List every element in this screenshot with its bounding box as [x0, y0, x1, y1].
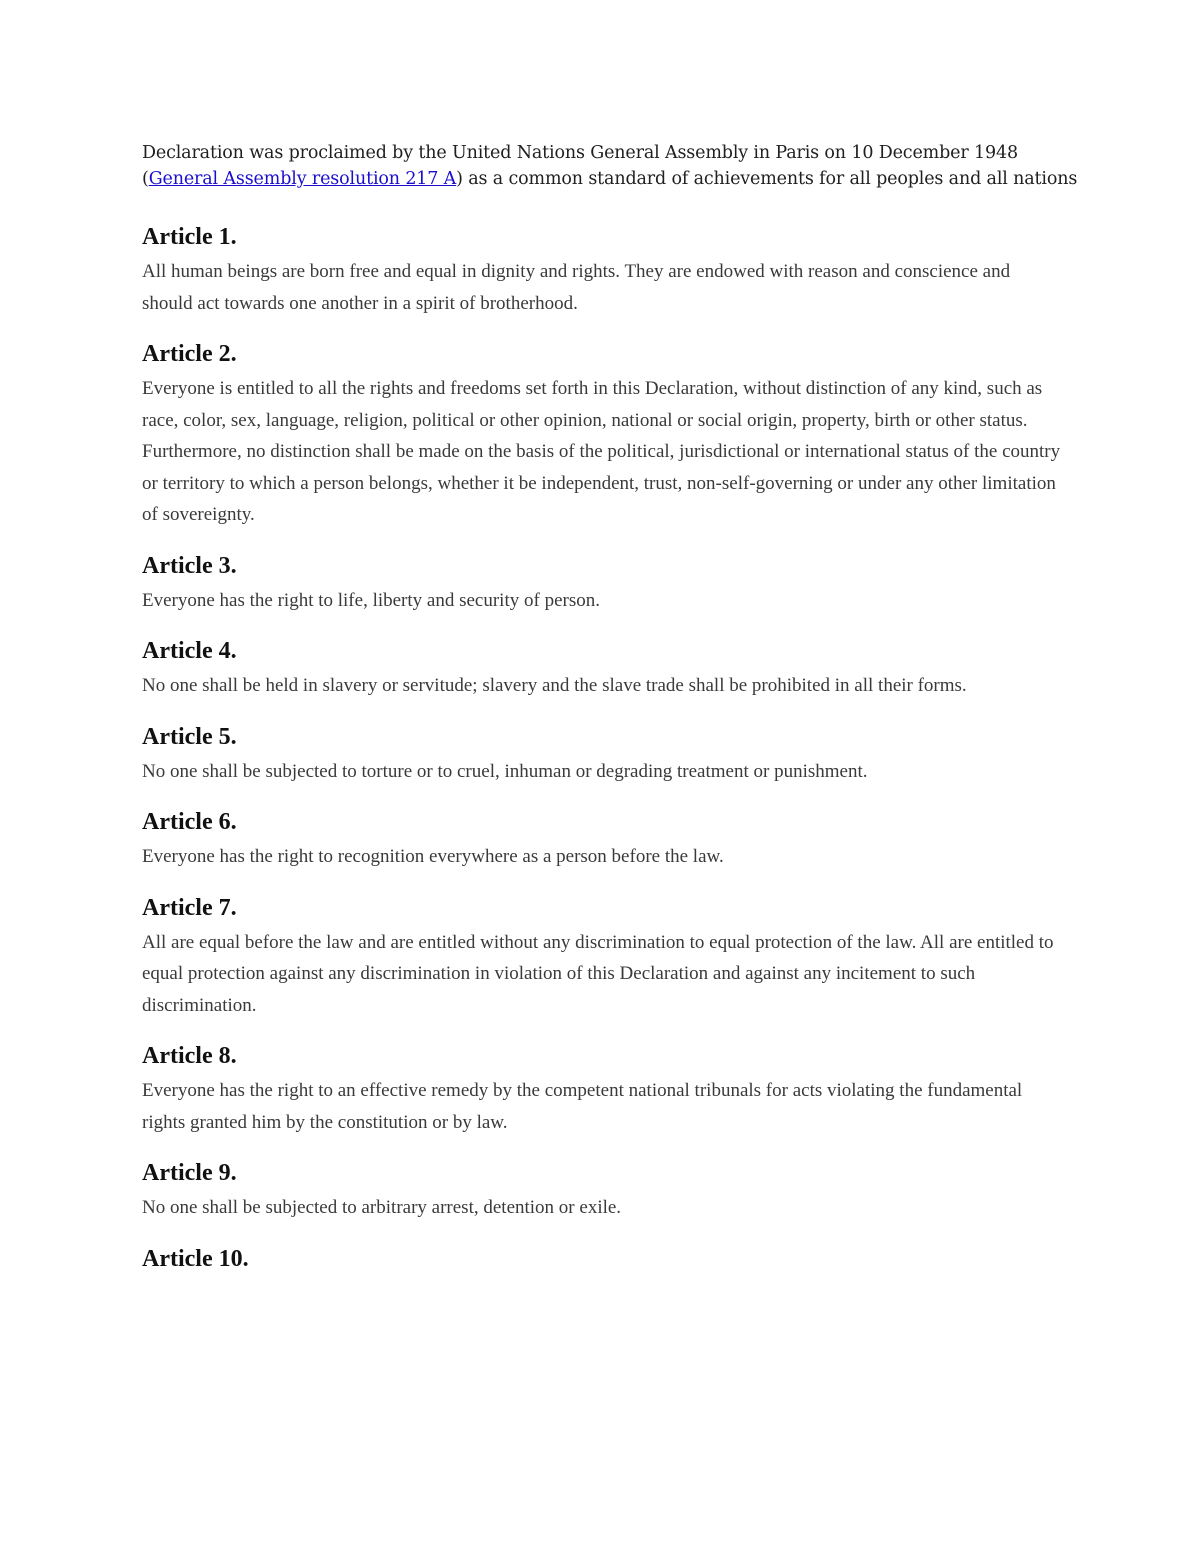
article-body: No one shall be subjected to arbitrary arrest, detention or exile.	[142, 1197, 622, 1218]
article-5	[142, 722, 1062, 788]
article-body: No one shall be subjected to torture or to cruel, inhuman or degrading treatment or punishment.	[142, 760, 868, 782]
intro-paragraph	[142, 140, 1078, 192]
article-7	[142, 893, 1062, 1022]
article-title: Article 3.	[142, 552, 237, 579]
article-2	[142, 339, 1062, 531]
article-title: Article 6.	[142, 809, 237, 835]
article-body: Everyone has the right to an effective remedy by the competent national tribunals for acts violating the fundamental rights granted him by the constitution or by law.	[142, 1080, 1023, 1133]
article-title: Article 10.	[142, 1245, 249, 1272]
article-9	[142, 1158, 1062, 1224]
article-3	[142, 551, 1062, 617]
article-8	[142, 1041, 1062, 1138]
article-title: Article 2.	[142, 341, 237, 367]
article-title: Article 4.	[142, 638, 237, 664]
resolution-link[interactable]: General Assembly resolution 217 A	[148, 169, 457, 189]
intro-line-2-rest: ) as a common standard of achievements for all peoples and all nations	[456, 169, 1078, 189]
article-body: All are equal before the law and are entitled without any discrimination to equal protection of the law. All are entitled to equal protection against any discrimination in violation of this Declaration and against any incitement to such discrimination.	[142, 931, 1054, 1016]
article-title: Article 7.	[142, 894, 237, 921]
article-4	[142, 636, 1062, 702]
article-10	[142, 1244, 1062, 1274]
article-body: Everyone has the right to life, liberty and security of person.	[142, 589, 600, 611]
article-6	[142, 807, 1062, 873]
intro-paren-open: (	[142, 169, 149, 189]
article-title: Article 5.	[142, 723, 237, 750]
article-body: No one shall be held in slavery or servitude; slavery and the slave trade shall be prohibited in all their forms.	[142, 675, 967, 696]
article-title: Article 9.	[142, 1160, 237, 1186]
article-title: Article 1.	[142, 224, 237, 250]
article-body: All human beings are born free and equal in dignity and rights. They are endowed with reason and conscience and should act towards one another in a spirit of brotherhood.	[142, 261, 1011, 314]
intro-line-1: Declaration was proclaimed by the United Nations General Assembly in Paris on 10 December 1948	[142, 143, 1018, 163]
article-body: Everyone has the right to recognition everywhere as a person before the law.	[142, 846, 724, 867]
document-page	[142, 140, 1078, 1294]
article-body: Everyone is entitled to all the rights and freedoms set forth in this Declaration, without distinction of any kind, such as race, color, sex, language, religion, political or other opinion, national or social origin, property, birth or other status. Furthermore, no distinction shall be made on the basis of the political, jurisdictional or international status of the country or territory to which a person belongs, whether it be independent, trust, non-self-governing or under any other limitation of sovereignty.	[142, 378, 1061, 525]
article-1	[142, 222, 1062, 319]
article-title: Article 8.	[142, 1043, 237, 1069]
